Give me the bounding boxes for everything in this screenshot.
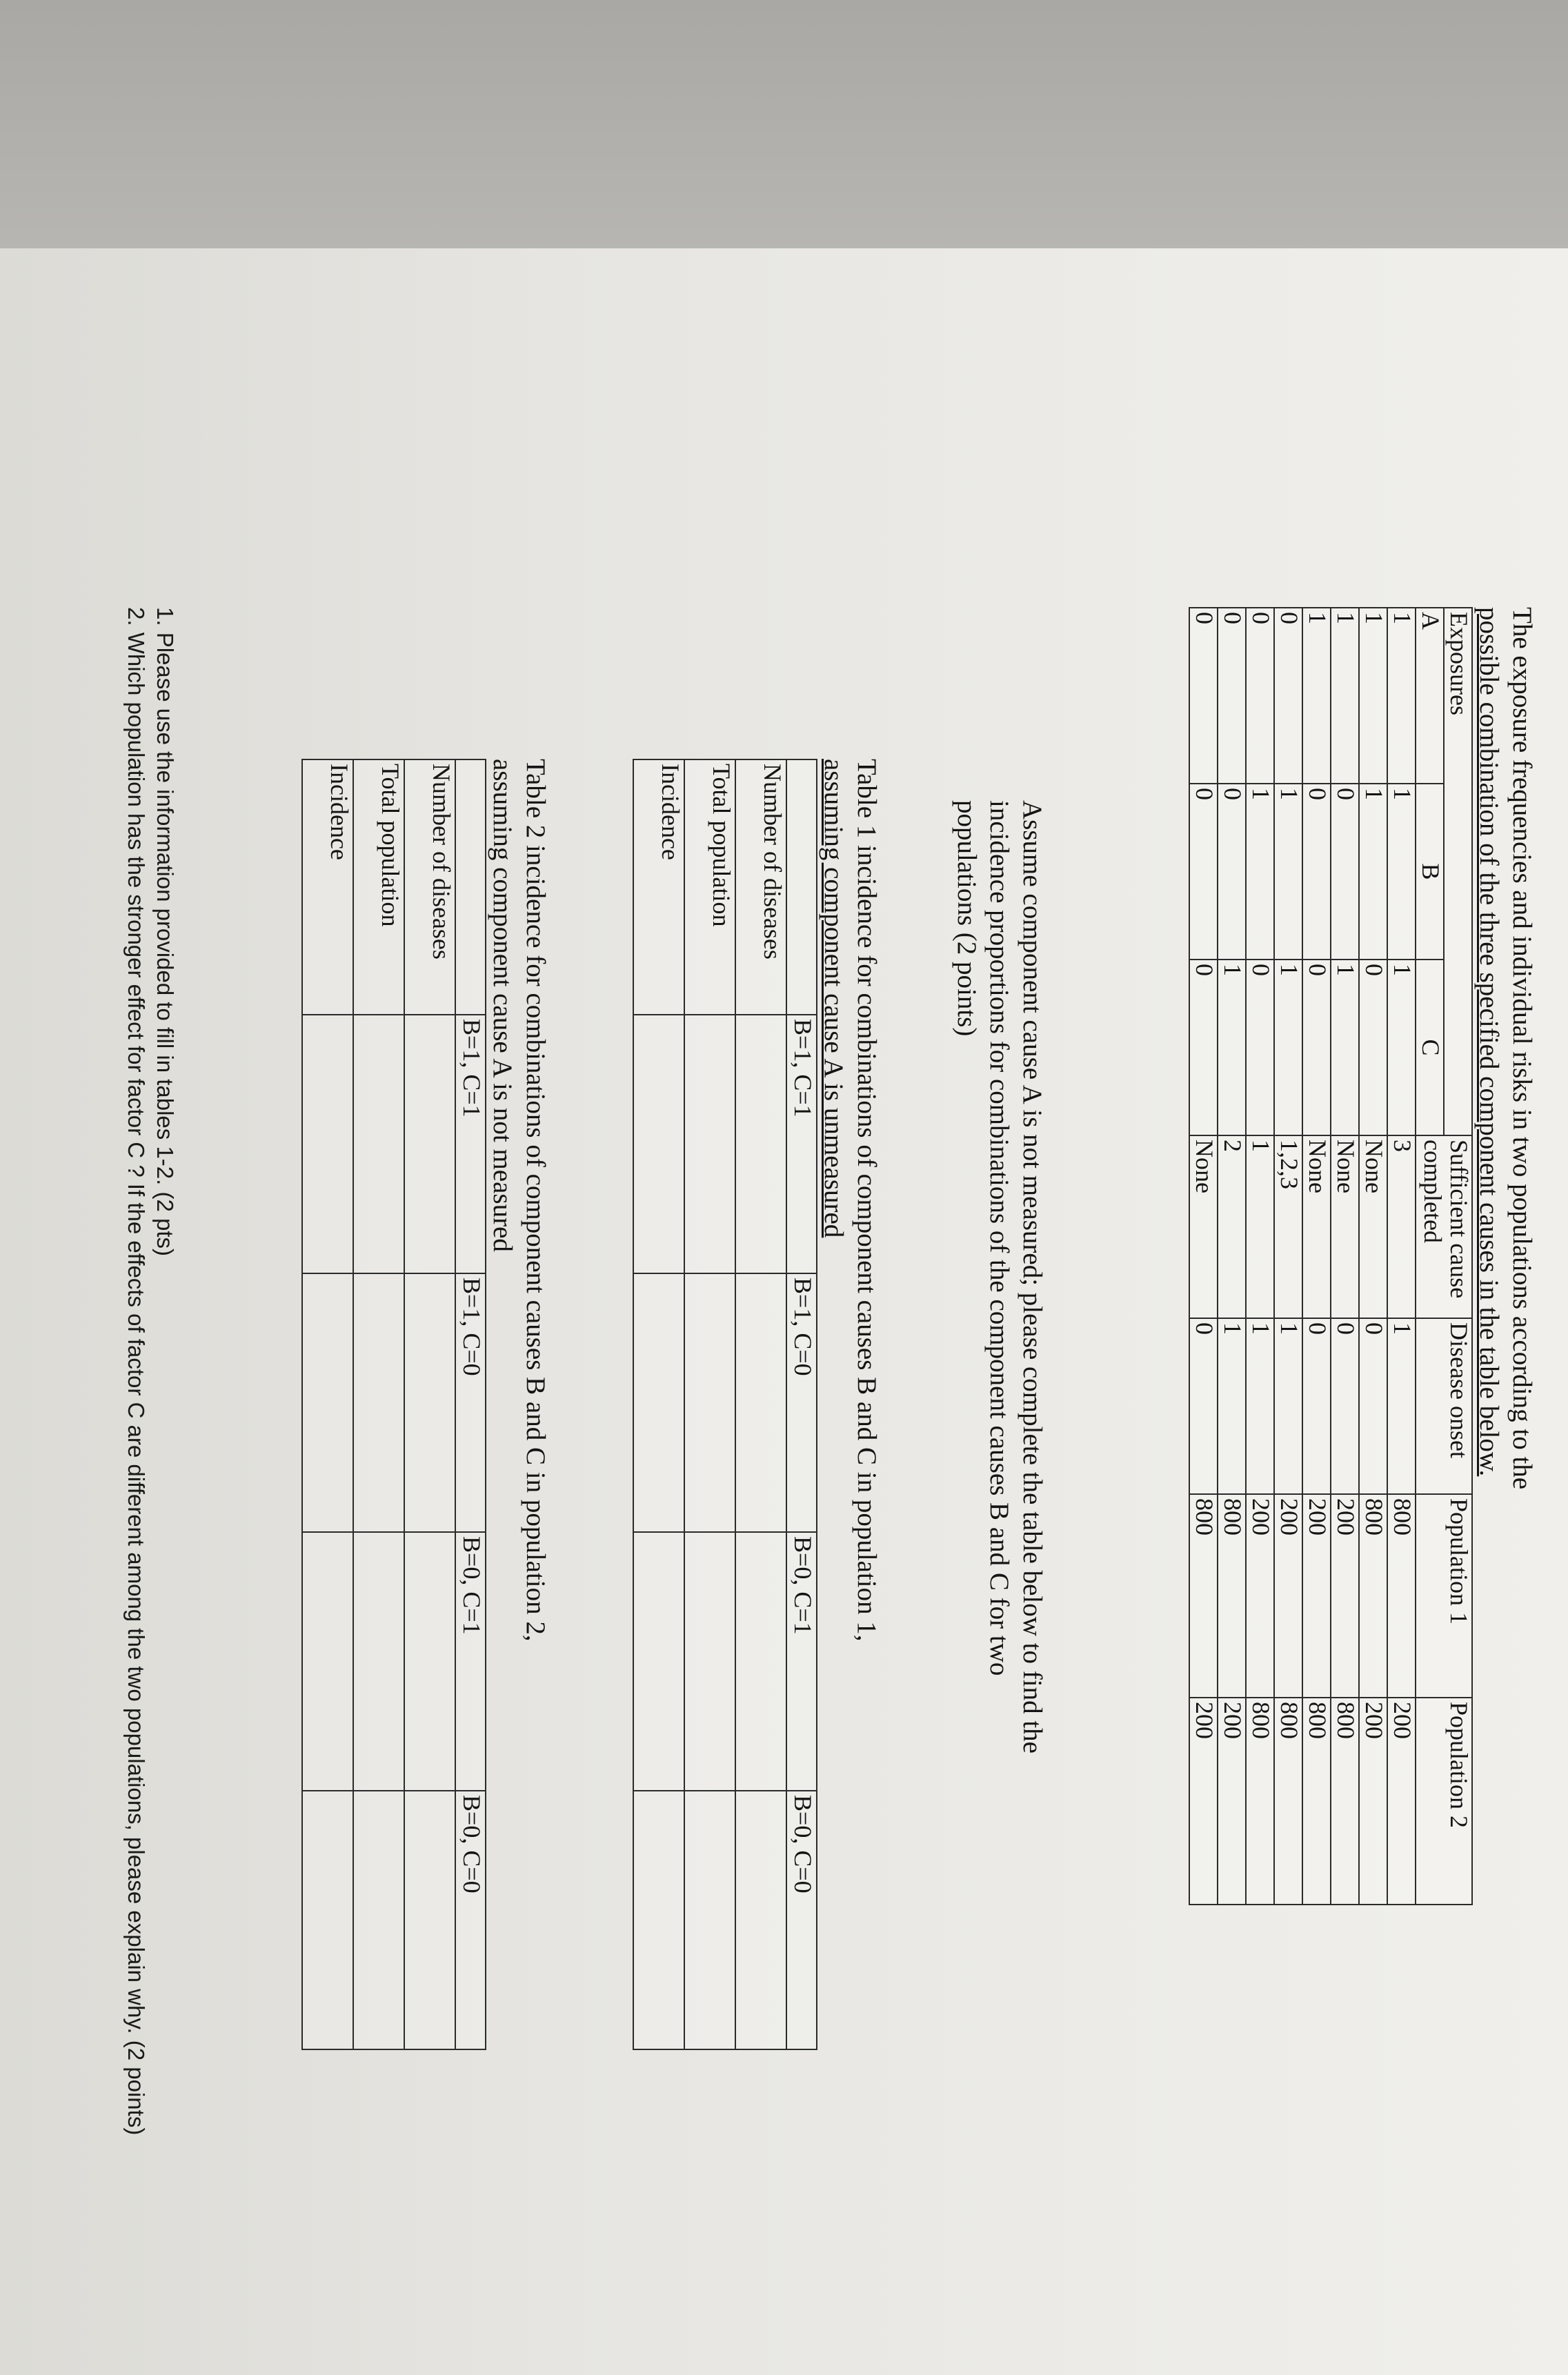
cell-onset: 0 [1331,1318,1359,1494]
table-row [353,759,404,2049]
cell-c: 0 [1246,960,1274,1135]
cell-onset: 1 [1246,1318,1274,1494]
answer-cell[interactable] [353,1015,404,1273]
answer-cell[interactable] [633,1015,684,1273]
table2-col-b0c1: B=0, C=1 [455,1532,486,1791]
cell-pop1: 200 [1302,1494,1331,1698]
table-row [302,759,353,2049]
table-row [684,759,735,2049]
cell-pop1: 200 [1274,1494,1302,1698]
table2-caption-line-1: Table 2 incidence for combinations of component causes B and C in population 2, [521,759,550,1642]
intro-line-2: possible combination of the three specified component causes in the table below. [1474,607,1505,1477]
cell-pop2: 800 [1331,1698,1359,1905]
instruction-line-2: incidence proportions for combinations of the component causes B and C for two [984,800,1015,1676]
cell-a: 1 [1359,608,1387,784]
table2-header-row [455,759,486,2049]
answer-cell[interactable] [404,1015,455,1273]
cell-pop2: 800 [1274,1698,1302,1905]
table1-header-row [786,759,817,2049]
row-label-number-of-diseases: Number of diseases [735,759,786,1015]
table1-caption-line-2: assuming component cause A is unmeasured [819,759,849,1238]
sufficient-cause-header: Sufficient cause completed [1416,1135,1472,1318]
rotated-document [69,552,1552,2375]
table1-col-b1c0: B=1, C=0 [786,1273,817,1532]
table-2 [301,759,486,2050]
cell-pop1: 800 [1359,1494,1387,1698]
table-row [1189,608,1218,1905]
intro-paragraph [1473,607,1538,1918]
cell-pop2: 200 [1218,1698,1246,1905]
answer-cell[interactable] [404,1791,455,2049]
answer-cell[interactable] [684,1791,735,2049]
cell-pop2: 800 [1302,1698,1331,1905]
cell-sufficient: None [1302,1135,1331,1318]
population-2-header: Population 2 [1416,1698,1472,1905]
cell-sufficient: None [1359,1135,1387,1318]
questions-block [121,607,179,2375]
cell-a: 0 [1274,608,1302,784]
cell-pop1: 200 [1331,1494,1359,1698]
row-label-number-of-diseases: Number of diseases [404,759,455,1015]
table2-col-b1c1: B=1, C=1 [455,1015,486,1273]
paper-sheet [0,248,1568,2375]
cell-onset: 0 [1359,1318,1387,1494]
table2-col-b0c0: B=0, C=0 [455,1791,486,2049]
cell-a: 0 [1189,608,1218,784]
question-2: 2. Which population has the stronger effect for factor C ? If the effects of factor C are different among the two populations, please explain why. (2 points) [123,607,149,2136]
table2-corner-cell [455,759,486,1015]
cell-pop1: 800 [1189,1494,1218,1698]
answer-cell[interactable] [684,1015,735,1273]
table2-caption [486,759,552,2138]
table-row [735,759,786,2049]
cell-c: 1 [1274,960,1302,1135]
answer-cell[interactable] [404,1273,455,1532]
cell-sufficient: None [1189,1135,1218,1318]
cell-pop2: 200 [1189,1698,1218,1905]
col-a-header: A [1416,608,1444,784]
answer-cell[interactable] [735,1791,786,2049]
table-1 [633,759,817,2050]
cell-c: 1 [1331,960,1359,1135]
table-row [1246,608,1274,1905]
table-row [1387,608,1416,1905]
row-label-total-population: Total population [353,759,404,1015]
question-1: 1. Please use the information provided to fill in tables 1-2. (2 pts) [152,607,178,1256]
cell-c: 0 [1189,960,1218,1135]
background-surface [0,0,1568,255]
answer-cell[interactable] [735,1015,786,1273]
cell-b: 1 [1274,784,1302,960]
table-row [1218,608,1246,1905]
cell-sufficient: 1,2,3 [1274,1135,1302,1318]
cell-onset: 0 [1302,1318,1331,1494]
exposure-table [1189,607,1473,1905]
answer-cell[interactable] [302,1015,353,1273]
table1-col-b1c1: B=1, C=1 [786,1015,817,1273]
cell-b: 0 [1189,784,1218,960]
table-row [404,759,455,2049]
cell-pop1: 800 [1387,1494,1416,1698]
answer-cell[interactable] [302,1532,353,1791]
table1-corner-cell [786,759,817,1015]
instruction-line-3: populations (2 points) [951,800,982,1037]
cell-pop2: 800 [1246,1698,1274,1905]
answer-cell[interactable] [684,1273,735,1532]
answer-cell[interactable] [353,1791,404,2049]
cell-sufficient: 2 [1218,1135,1246,1318]
cell-c: 0 [1302,960,1331,1135]
cell-sufficient: None [1331,1135,1359,1318]
answer-cell[interactable] [633,1273,684,1532]
cell-pop1: 800 [1218,1494,1246,1698]
cell-pop2: 200 [1387,1698,1416,1905]
cell-sufficient: 3 [1387,1135,1416,1318]
answer-cell[interactable] [404,1532,455,1791]
cell-onset: 1 [1387,1318,1416,1494]
table-row [1331,608,1359,1905]
cell-a: 1 [1387,608,1416,784]
cell-c: 0 [1359,960,1387,1135]
row-label-incidence: Incidence [302,759,353,1015]
cell-onset: 0 [1189,1318,1218,1494]
cell-onset: 1 [1218,1318,1246,1494]
cell-b: 1 [1359,784,1387,960]
col-b-header: B [1416,784,1444,960]
cell-b: 0 [1218,784,1246,960]
answer-cell[interactable] [633,1791,684,2049]
table-row [633,759,684,2049]
table1-col-b0c1: B=0, C=1 [786,1532,817,1791]
table-row [1359,608,1387,1905]
answer-cell[interactable] [302,1791,353,2049]
answer-cell[interactable] [735,1273,786,1532]
cell-pop2: 200 [1359,1698,1387,1905]
cell-b: 0 [1302,784,1331,960]
disease-onset-header: Disease onset [1416,1318,1472,1494]
table1-col-b0c0: B=0, C=0 [786,1791,817,2049]
table2-col-b1c0: B=1, C=0 [455,1273,486,1532]
cell-pop1: 200 [1246,1494,1274,1698]
instruction-line-1: Assume component cause A is not measured; please complete the table below to find the [1018,800,1047,1753]
table1-caption [817,759,883,2138]
cell-c: 1 [1387,960,1416,1135]
cell-b: 1 [1246,784,1274,960]
row-label-incidence: Incidence [633,759,684,1015]
table-row [1302,608,1331,1905]
table2-caption-line-2: assuming component cause A is not measured [488,759,518,1252]
cell-b: 1 [1387,784,1416,960]
answer-cell[interactable] [684,1532,735,1791]
answer-cell[interactable] [302,1273,353,1532]
population-1-header: Population 1 [1416,1494,1472,1698]
cell-a: 1 [1302,608,1331,784]
cell-a: 0 [1218,608,1246,784]
cell-a: 0 [1246,608,1274,784]
cell-c: 1 [1218,960,1246,1135]
cell-onset: 1 [1274,1318,1302,1494]
intro-line-1: The exposure frequencies and individual risks in two populations according to the [1507,607,1537,1490]
exposure-header-row-1 [1444,608,1472,1905]
cell-sufficient: 1 [1246,1135,1274,1318]
col-c-header: C [1416,960,1444,1135]
answer-cell[interactable] [353,1532,404,1791]
answer-cell[interactable] [735,1532,786,1791]
instruction-paragraph [950,800,1049,2180]
answer-cell[interactable] [353,1273,404,1532]
answer-cell[interactable] [633,1532,684,1791]
cell-a: 1 [1331,608,1359,784]
table-row [1274,608,1302,1905]
table1-caption-line-1: Table 1 incidence for combinations of component causes B and C in population 1, [852,759,882,1642]
exposures-group-header: Exposures [1444,608,1472,1135]
cell-b: 0 [1331,784,1359,960]
row-label-total-population: Total population [684,759,735,1015]
